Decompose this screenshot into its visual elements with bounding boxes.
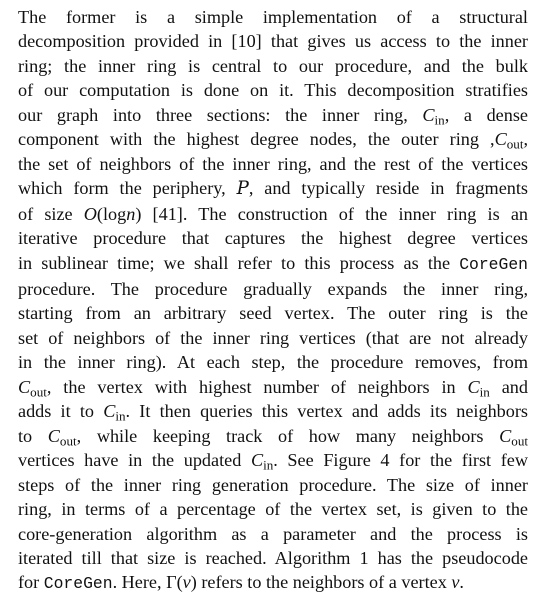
math-it: C <box>47 425 60 446</box>
text-line <box>18 522 528 546</box>
math-sub: out <box>506 136 524 152</box>
text-line <box>18 251 528 277</box>
text-line <box>18 103 528 127</box>
text-line <box>18 29 528 53</box>
text-run: for <box>18 572 44 593</box>
text-run: core-generation algorithm as a parameter and the process is <box>18 523 528 544</box>
text-line <box>18 176 528 201</box>
math-it: C <box>422 104 435 125</box>
text-run: procedure. The procedure gradually expands the inner ring, <box>18 278 528 299</box>
text-line <box>18 127 528 151</box>
text-line <box>18 226 528 250</box>
math-script: P <box>236 178 249 200</box>
text-run: starting from an arbitrary seed vertex. The outer ring is the <box>18 303 528 324</box>
text-run: to <box>18 425 48 446</box>
body-paragraph <box>18 5 528 597</box>
math-it: C <box>18 376 31 397</box>
text-run: and <box>489 376 528 397</box>
math-sub: in <box>263 457 274 473</box>
text-line <box>18 448 528 472</box>
text-run: , while keeping track of how many neighbors <box>76 425 500 446</box>
text-line <box>18 326 528 350</box>
text-line <box>18 78 528 102</box>
math-sub: in <box>115 408 126 424</box>
text-line <box>18 424 528 448</box>
text-line <box>18 399 528 423</box>
text-run: ) refers to the neighbors of a vertex <box>190 572 452 593</box>
text-line <box>18 152 528 176</box>
math-it: n <box>126 203 136 224</box>
text-run: of size <box>18 203 84 224</box>
math-sub: in <box>434 112 445 128</box>
text-run: of our computation is done on it. This decomposition stratifies <box>18 80 528 101</box>
text-line <box>18 277 528 301</box>
text-run: the set of neighbors of the inner ring, and the rest of the vertices <box>18 153 528 174</box>
text-line <box>18 301 528 325</box>
text-run: in sublinear time; we shall refer to this process as the <box>18 252 460 273</box>
text-run: vertices have in the updated <box>18 450 251 471</box>
text-run: , <box>523 129 528 150</box>
math-it: v <box>451 572 460 593</box>
text-run: The former is a simple implementation of a structural <box>18 7 528 27</box>
text-run: our graph into three sections: the inner ring, <box>18 104 423 125</box>
text-run: adds it to <box>18 401 104 422</box>
math-it: C <box>494 129 507 150</box>
text-line <box>18 497 528 521</box>
text-run: . Here, Γ( <box>112 572 183 593</box>
text-line <box>18 546 528 570</box>
text-run: iterative procedure that captures the highest degree vertices <box>18 228 528 249</box>
math-mono: CoreGen <box>43 574 113 594</box>
math-it: C <box>250 450 264 471</box>
text-run: . See Figure 4 for the first few <box>273 450 528 471</box>
text-line <box>18 202 528 226</box>
text-run: (log <box>96 203 127 224</box>
math-it: C <box>499 425 512 446</box>
text-line <box>18 473 528 497</box>
text-run: which form the periphery, <box>18 178 237 199</box>
math-it: C <box>103 401 116 422</box>
text-run: . <box>459 572 464 593</box>
text-run: , a dense <box>444 104 528 125</box>
math-sub: in <box>479 384 490 400</box>
math-mono: CoreGen <box>459 254 528 274</box>
text-run: iterated till that size is reached. Algorithm 1 has the pseudocode <box>18 547 528 568</box>
text-run: ring, in terms of a percentage of the vertex set, is given to the <box>18 499 528 520</box>
text-run: ring; the inner ring is central to our procedure, and the bulk <box>18 55 528 76</box>
math-it: v <box>182 572 191 593</box>
text-run: . It then queries this vertex and adds its neighbors <box>125 401 528 422</box>
math-sub: out <box>30 384 47 400</box>
text-run: in the inner ring). At each step, the procedure removes, from <box>18 352 528 373</box>
math-it: C <box>467 376 480 397</box>
text-run: ) [41]. The construction of the inner ring is an <box>135 203 528 224</box>
text-line <box>18 350 528 374</box>
text-run: decomposition provided in [10] that gives us access to the inner <box>18 31 528 52</box>
text-run: component with the highest degree nodes, the outer ring , <box>18 129 495 150</box>
math-sub: out <box>59 433 77 449</box>
math-it: O <box>83 203 97 224</box>
text-line <box>18 54 528 78</box>
text-run: , and typically reside in fragments <box>248 178 528 199</box>
text-line <box>18 375 528 399</box>
text-run: , the vertex with highest number of neighbors in <box>46 376 468 397</box>
math-sub: out <box>511 433 529 449</box>
text-run: steps of the inner ring generation procedure. The size of inner <box>18 474 528 495</box>
text-line <box>18 5 528 29</box>
text-run: set of neighbors of the inner ring vertices (that are not already <box>18 327 528 348</box>
text-line <box>18 570 528 596</box>
